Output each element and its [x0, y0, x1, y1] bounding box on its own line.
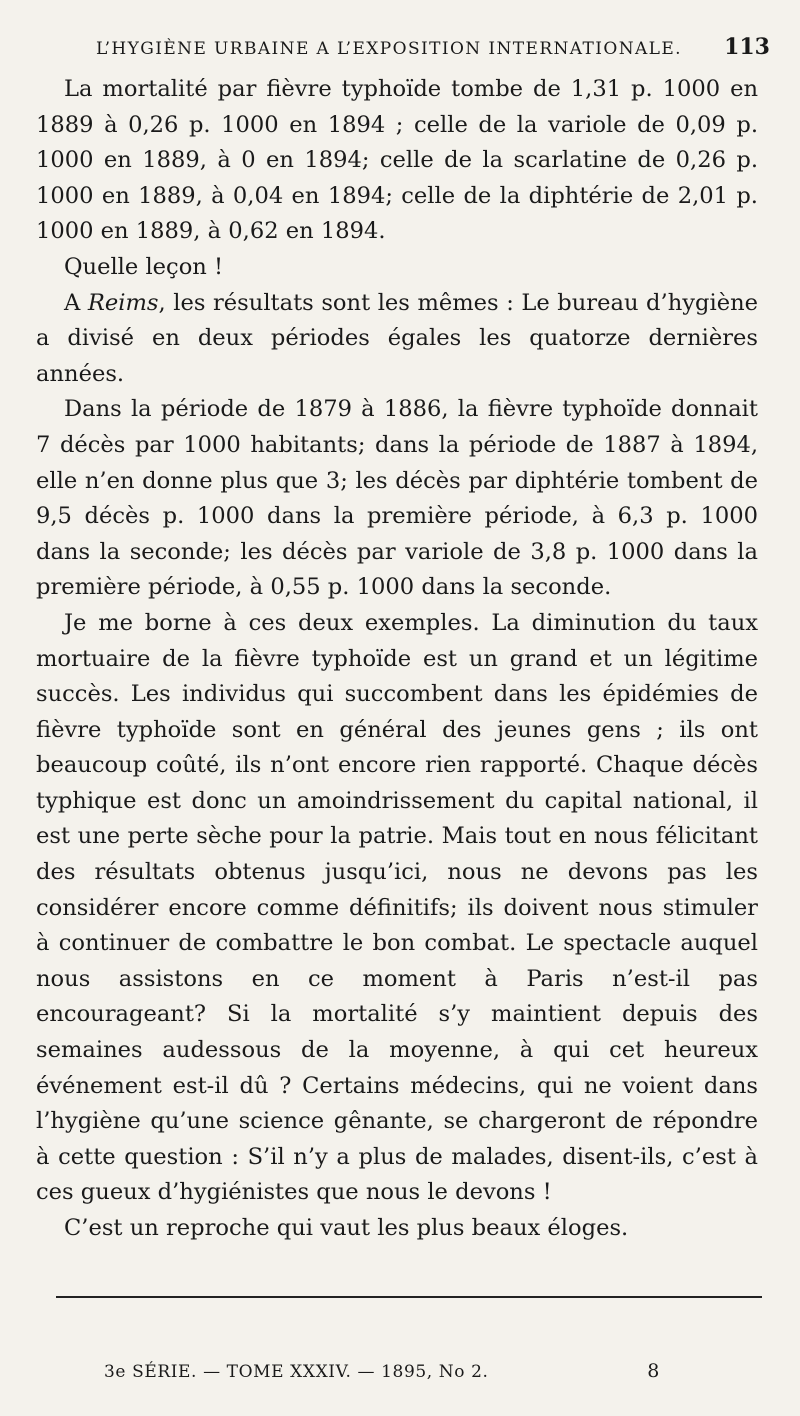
paragraph-examples: Je me borne à ces deux exemples. La diminution du taux mortuaire de la fièvre typhoïde est un grand et un légitime succès. Les individus qui succombent dans les épidémies de fièvre typhoïde sont en général des jeunes gens ; ils ont beaucoup coûté, ils n’ont encore rien rapporté. Chaque décès typhique est donc un amoindrissement du capital national, il est une perte sèche pour la patrie. Mais tout en nous félicitant des résultats obtenus jusqu’ici, nous ne devons pas les considérer encore comme définitifs; ils doivent nous stimuler à continuer de combattre le bon combat. Le spectacle auquel nous assistons en ce moment à Paris n’est-il pas encourageant? Si la mortalité s’y maintient depuis des semaines audessous de la moyenne, à qui cet heureux événement est-il dû ? Certains médecins, qui ne voient dans l’hygiène qu’une science gênante, se chargeront de répondre à cette question : S’il n’y a plus de malades, disent-ils, c’est à ces gueux d’hygiénistes que nous le devons ! [36, 609, 758, 1206]
sheet-number: 8 [647, 1360, 660, 1382]
page-footer [104, 1360, 660, 1382]
paragraph-mortality-paris: La mortalité par fièvre typhoïde tombe de 1,31 p. 1000 en 1889 à 0,26 p. 1000 en 1894 ; celle de la variole de 0,09 p. 1000 en 1889, à 0 en 1894; celle de la scarlatine de 0,26 p. 1000 en 1889, à 0,04 en 1894; celle de la diphtérie de 2,01 p. 1000 en 1889, à 0,62 en 1894. [36, 76, 758, 245]
page-number: 113 [724, 34, 770, 60]
series-info: 3e SÉRIE. — TOME XXXIV. — 1895, No 2. [104, 1362, 489, 1382]
reims-prefix: A [64, 289, 88, 316]
running-head [96, 34, 770, 68]
city-name-reims: Reims [87, 289, 159, 316]
paragraph-periods: Dans la période de 1879 à 1886, la fièvre typhoïde donnait 7 décès par 1000 habitants; dans la période de 1887 à 1894, elle n’en donne plus que 3; les décès par diphtérie tombent de 9,5 décès p. 1000 dans la première période, à 6,3 p. 1000 dans la seconde; les décès par variole de 3,8 p. 1000 dans la première période, à 0,55 p. 1000 dans la seconde. [36, 396, 758, 601]
paragraph-lesson: Quelle leçon ! [64, 253, 224, 280]
footer-rule [56, 1296, 762, 1298]
paragraph-closing: C’est un reproche qui vaut les plus beaux éloges. [64, 1215, 629, 1241]
running-title: L’HYGIÈNE URBAINE A L’EXPOSITION INTERNATIONALE. [96, 39, 682, 59]
paragraph-reims [36, 286, 758, 393]
reims-rest: , les résultats sont les mêmes : Le bureau d’hygiène a divisé en deux périodes égales les quatorze dernières années. [36, 289, 758, 387]
body-text [36, 72, 758, 1247]
